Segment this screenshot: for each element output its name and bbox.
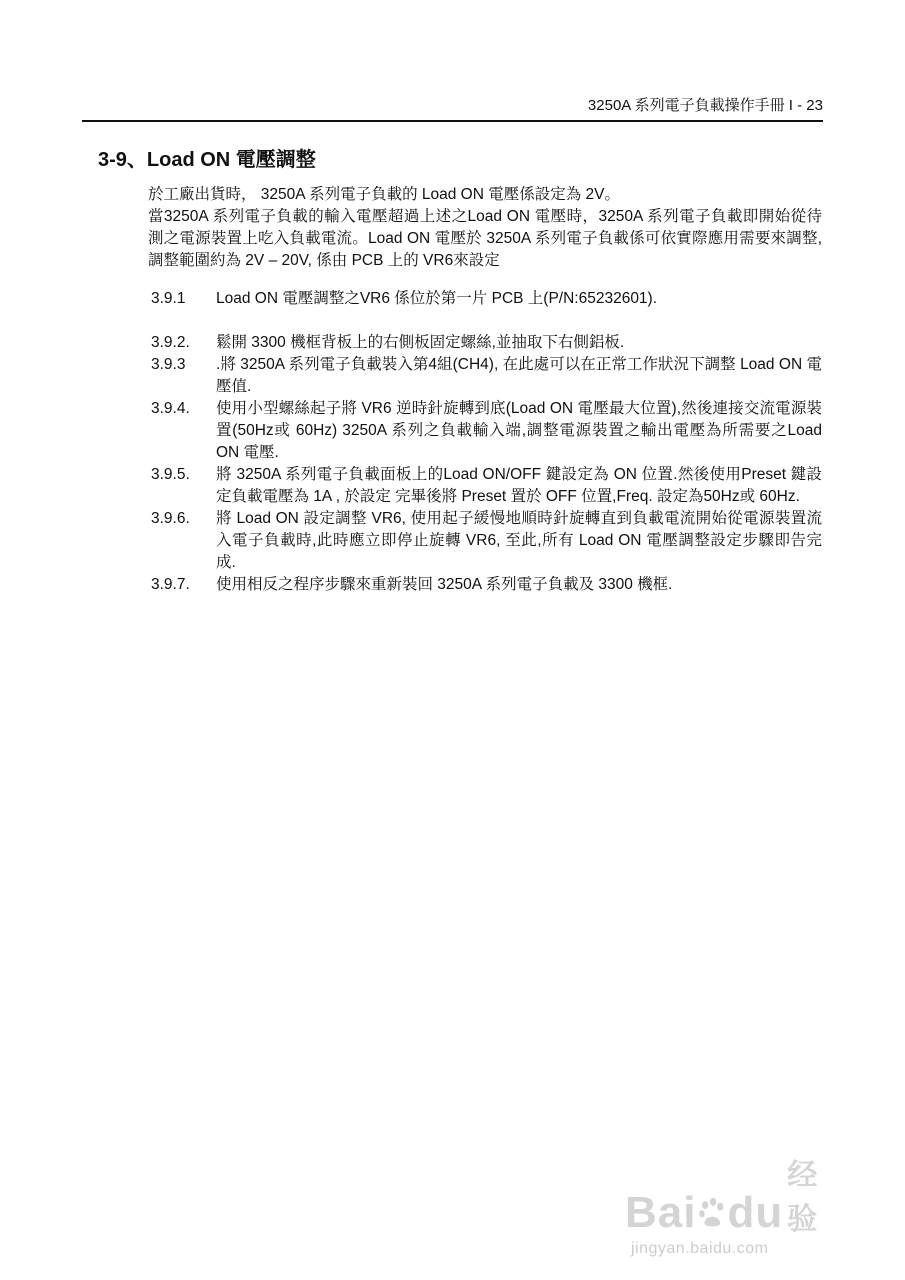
step-text: 將 3250A 系列電子負載面板上的Load ON/OFF 鍵設定為 ON 位置.然後使用Preset 鍵設定負載電壓為 1A , 於設定 完畢後將 Preset 置於 OFF 位置,Freq. 設定為50Hz或 60Hz. bbox=[216, 466, 822, 505]
step-number: 3.9.2. bbox=[151, 334, 190, 351]
watermark-url: jingyan.baidu.com bbox=[631, 1240, 769, 1257]
watermark-logo-left: Bai bbox=[625, 1188, 697, 1237]
intro-line-1: 於工廠出貨時， 3250A 系列電子負載的 Load ON 電壓係設定為 2V。 bbox=[148, 186, 620, 203]
intro-line-2: 當3250A 系列電子負載的輸入電壓超過上述之Load ON 電壓時，3250A 系列電子負載即開始從待測之電源裝置上吃入負載電流。Load ON 電壓於 3250A 系列電子負載係可依實際應用需要來調整,調整範圍約為 2V – 20V, 係由 PCB 上的 VR6來設定 bbox=[148, 208, 822, 269]
step-item bbox=[151, 574, 822, 596]
step-text: 使用相反之程序步驟來重新裝回 3250A 系列電子負載及 3300 機框. bbox=[216, 576, 673, 593]
step-item bbox=[151, 332, 822, 354]
step-number: 3.9.7. bbox=[151, 576, 190, 593]
step-number: 3.9.1 bbox=[151, 290, 186, 307]
step-text: Load ON 電壓調整之VR6 係位於第一片 PCB 上(P/N:65232601). bbox=[216, 290, 658, 307]
step-item bbox=[151, 288, 822, 310]
header-divider bbox=[82, 120, 823, 122]
watermark-logo-right: du bbox=[727, 1188, 784, 1237]
step-text: 使用小型螺絲起子將 VR6 逆時針旋轉到底(Load ON 電壓最大位置),然後連接交流電源裝置(50Hz或 60Hz) 3250A 系列之負載輸入端,調整電源裝置之輸出電壓為所需要之Load ON 電壓. bbox=[216, 400, 822, 461]
step-number: 3.9.3 bbox=[151, 356, 186, 373]
step-text: .將 3250A 系列電子負載裝入第4組(CH4), 在此處可以在正常工作狀況下調整 Load ON 電壓值. bbox=[216, 356, 822, 395]
watermark-logo bbox=[625, 1150, 835, 1238]
step-item bbox=[151, 398, 822, 464]
step-text: 鬆開 3300 機框背板上的右側板固定螺絲,並抽取下右側鋁板. bbox=[216, 334, 625, 351]
procedure-steps bbox=[151, 288, 822, 596]
watermark-logo-cn: 经验 bbox=[787, 1159, 818, 1236]
step-text: 將 Load ON 設定調整 VR6, 使用起子緩慢地順時針旋轉直到負載電流開始從電源裝置流入電子負載時,此時應立即停止旋轉 VR6, 至此,所有 Load ON 電壓調整設定步驟即告完成. bbox=[216, 510, 822, 571]
step-number: 3.9.5. bbox=[151, 466, 190, 483]
section-title: 3-9、Load ON 電壓調整 bbox=[98, 149, 316, 171]
step-number: 3.9.4. bbox=[151, 400, 190, 417]
baidu-paw-icon bbox=[698, 1194, 725, 1232]
step-number: 3.9.6. bbox=[151, 510, 190, 527]
intro-paragraphs bbox=[148, 184, 822, 272]
step-item bbox=[151, 508, 822, 574]
baidu-jingyan-watermark bbox=[625, 1150, 835, 1257]
step-item bbox=[151, 354, 822, 398]
step-item bbox=[151, 464, 822, 508]
running-header: 3250A 系列電子負載操作手冊 I - 23 bbox=[587, 97, 823, 114]
